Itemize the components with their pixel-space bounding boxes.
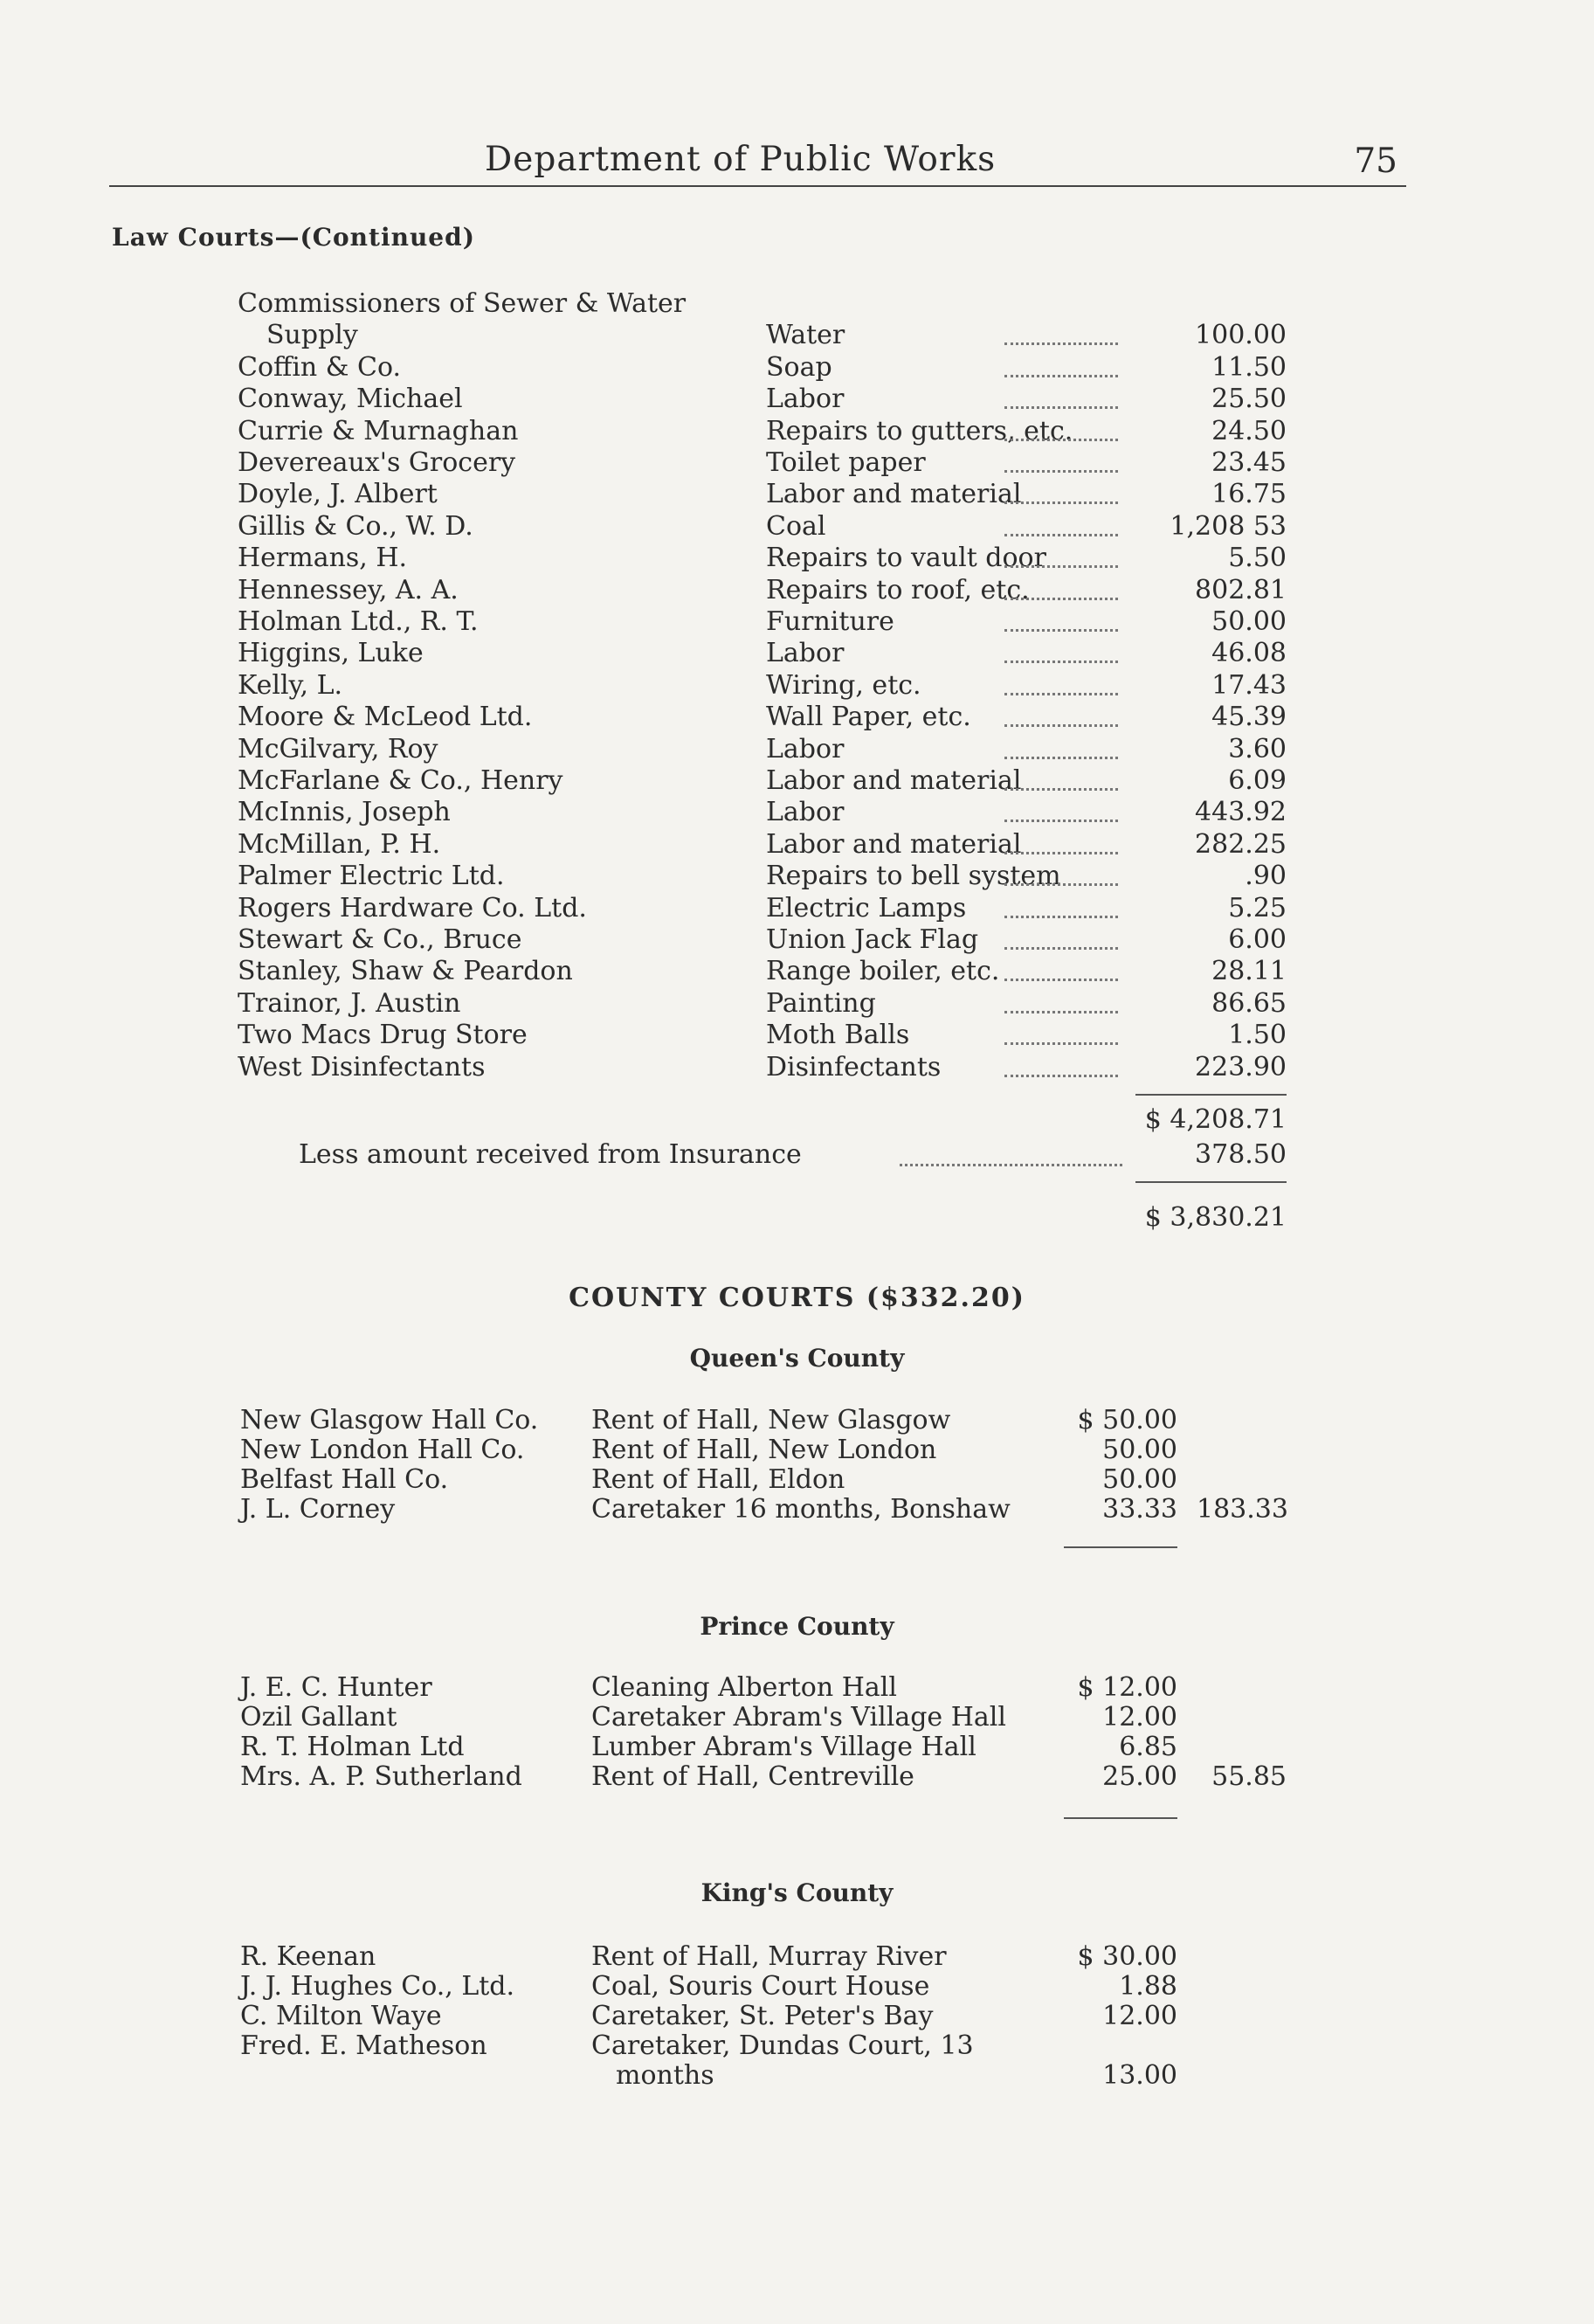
dot-leader <box>1004 852 1118 854</box>
payee-name: McInnis, Joseph <box>238 797 451 828</box>
ledger-row <box>0 1672 1594 1704</box>
ledger-row <box>0 384 1594 415</box>
net-total: $ 3,830.21 <box>1144 1202 1287 1233</box>
item-description: Repairs to roof, etc. <box>766 574 1030 605</box>
dot-leader <box>1004 439 1118 441</box>
item-description: Disinfectants <box>766 1051 942 1082</box>
payee-name: Kelly, L. <box>238 669 343 701</box>
item-description: Furniture <box>766 606 894 637</box>
ledger-row <box>0 352 1594 384</box>
item-amount: 50.00 <box>1211 606 1287 637</box>
ledger-row <box>0 861 1594 892</box>
item-amount: $ 12.00 <box>1077 1672 1177 1703</box>
dot-leader <box>1004 757 1118 759</box>
ledger-row <box>0 1464 1594 1496</box>
ledger-row <box>0 1941 1594 1973</box>
payee-name: C. Milton Waye <box>240 2001 442 2031</box>
payee-name: Moore & McLeod Ltd. <box>238 702 533 733</box>
ledger-row <box>0 956 1594 987</box>
item-amount: 223.90 <box>1195 1051 1287 1082</box>
section-label: Law Courts—(Continued) <box>112 223 475 252</box>
payee-name: West Disinfectants <box>238 1051 486 1082</box>
item-amount: 12.00 <box>1102 1702 1177 1733</box>
ledger-row <box>0 893 1594 924</box>
dot-leader <box>1004 406 1118 409</box>
ledger-row <box>0 1732 1594 1763</box>
ledger-row <box>0 797 1594 828</box>
dot-leader <box>1004 1075 1118 1077</box>
net-total-rule <box>1135 1181 1287 1183</box>
item-amount: 12.00 <box>1102 2001 1177 2031</box>
ledger-row <box>0 1052 1594 1083</box>
item-description: Union Jack Flag <box>766 924 979 955</box>
item-amount: 11.50 <box>1211 351 1287 383</box>
item-description: Caretaker, Dundas Court, 13 <box>591 2030 974 2061</box>
item-description: Painting <box>766 987 876 1019</box>
payee-name: Stanley, Shaw & Peardon <box>238 956 573 987</box>
prince-total-rule <box>1064 1817 1177 1819</box>
ledger-row <box>0 511 1594 543</box>
ledger-row <box>0 479 1594 510</box>
queens-total-rule <box>1064 1546 1177 1548</box>
item-amount: 6.00 <box>1228 924 1287 955</box>
item-description: Range boiler, etc. <box>766 956 1000 987</box>
county-courts-heading: COUNTY COURTS ($332.20) <box>569 1283 1025 1313</box>
item-amount: 13.00 <box>1102 2060 1177 2091</box>
ledger-row <box>0 2030 1594 2062</box>
payee-name: Commissioners of Sewer & Water <box>238 288 687 319</box>
item-description: Coal <box>766 510 826 542</box>
ledger-row <box>0 2001 1594 2032</box>
item-amount: 100.00 <box>1195 320 1287 351</box>
item-description: Rent of Hall, New London <box>591 1435 937 1465</box>
payee-name: Fred. E. Matheson <box>240 2030 487 2061</box>
county-total: 55.85 <box>1211 1761 1287 1792</box>
ledger-row <box>0 447 1594 479</box>
item-amount: .90 <box>1245 861 1287 892</box>
item-description: Coal, Souris Court House <box>591 1971 930 2002</box>
prince-county-heading: Prince County <box>700 1612 894 1641</box>
item-amount: 45.39 <box>1211 702 1287 733</box>
item-amount: 1,208 53 <box>1170 510 1287 542</box>
payee-name: McGilvary, Roy <box>238 733 438 764</box>
item-amount: 6.09 <box>1228 765 1287 796</box>
item-description: Rent of Hall, Murray River <box>591 1941 947 1972</box>
payee-name: Rogers Hardware Co. Ltd. <box>238 892 587 923</box>
item-description: Water <box>766 320 845 351</box>
ledger-row <box>0 416 1594 447</box>
subtotal: $ 4,208.71 <box>1144 1104 1287 1135</box>
dot-leader <box>1004 661 1118 663</box>
item-description: Labor <box>766 733 845 764</box>
payee-name: Devereaux's Grocery <box>238 447 516 478</box>
payee-name: Holman Ltd., R. T. <box>238 606 479 637</box>
item-description: Cleaning Alberton Hall <box>591 1672 897 1703</box>
payee-name: Doyle, J. Albert <box>238 479 438 510</box>
page-title: Department of Public Works <box>485 140 997 179</box>
payee-name: Gillis & Co., W. D. <box>238 510 473 542</box>
dot-leader <box>1004 724 1118 727</box>
ledger-row <box>0 638 1594 669</box>
insurance-label: Less amount received from Insurance <box>299 1139 802 1170</box>
item-amount: 23.45 <box>1211 447 1287 478</box>
item-amount: 25.50 <box>1211 384 1287 415</box>
item-amount: 17.43 <box>1211 669 1287 701</box>
ledger-row <box>0 734 1594 765</box>
queens-county-heading: Queen's County <box>689 1344 905 1373</box>
header-rule <box>109 185 1406 187</box>
ledger-row <box>0 702 1594 733</box>
ledger-row <box>0 1971 1594 2002</box>
item-description: Labor and material <box>766 828 1022 860</box>
item-amount: 5.25 <box>1228 892 1287 923</box>
item-description: Lumber Abram's Village Hall <box>591 1732 976 1762</box>
item-description: Labor <box>766 384 845 415</box>
item-description: Repairs to bell system <box>766 861 1061 892</box>
payee-name: Supply <box>266 320 358 351</box>
insurance-leader <box>900 1164 1122 1166</box>
payee-name: Coffin & Co. <box>238 351 402 383</box>
item-description: Caretaker Abram's Village Hall <box>591 1702 1006 1733</box>
item-description: Soap <box>766 351 832 383</box>
dot-leader <box>1004 1011 1118 1013</box>
dot-leader <box>1004 534 1118 536</box>
payee-name: J. E. C. Hunter <box>240 1672 432 1703</box>
ledger-row <box>0 1702 1594 1733</box>
payee-name: J. L. Corney <box>240 1494 396 1525</box>
item-description: Toilet paper <box>766 447 926 478</box>
ledger-row <box>0 988 1594 1020</box>
ledger-row <box>0 320 1594 351</box>
payee-name: Belfast Hall Co. <box>240 1464 449 1495</box>
item-description: Rent of Hall, New Glasgow <box>591 1405 951 1435</box>
payee-name: Palmer Electric Ltd. <box>238 861 505 892</box>
dot-leader <box>1004 375 1118 377</box>
item-description: Labor <box>766 638 845 669</box>
payee-name: J. J. Hughes Co., Ltd. <box>240 1971 515 2002</box>
item-description: Rent of Hall, Eldon <box>591 1464 845 1495</box>
item-amount: 16.75 <box>1211 479 1287 510</box>
subtotal-rule <box>1135 1094 1287 1096</box>
item-amount: 28.11 <box>1211 956 1287 987</box>
ledger-row <box>0 765 1594 797</box>
item-amount: $ 50.00 <box>1077 1405 1177 1435</box>
dot-leader <box>1004 1042 1118 1045</box>
dot-leader <box>1004 947 1118 950</box>
kings-county-heading: King's County <box>700 1878 894 1907</box>
payee-name: McMillan, P. H. <box>238 828 441 860</box>
payee-name: Hermans, H. <box>238 543 408 574</box>
item-amount: $ 30.00 <box>1077 1941 1177 1972</box>
ledger-row <box>0 924 1594 956</box>
payee-name: Mrs. A. P. Sutherland <box>240 1761 522 1792</box>
item-description: Repairs to vault door <box>766 543 1046 574</box>
ledger-row <box>0 543 1594 574</box>
insurance-amount: 378.50 <box>1195 1139 1287 1170</box>
payee-name: Higgins, Luke <box>238 638 424 669</box>
dot-leader <box>1004 598 1118 600</box>
dot-leader <box>1004 820 1118 822</box>
item-description: Electric Lamps <box>766 892 967 923</box>
item-amount: 443.92 <box>1195 797 1287 828</box>
county-total: 183.33 <box>1197 1494 1288 1525</box>
item-amount: 1.50 <box>1228 1020 1287 1051</box>
item-description: Repairs to gutters, etc. <box>766 415 1073 446</box>
item-description: Labor and material <box>766 765 1022 796</box>
item-amount: 33.33 <box>1102 1494 1177 1525</box>
ledger-row <box>0 575 1594 606</box>
item-description: Labor <box>766 797 845 828</box>
item-description: Caretaker 16 months, Bonshaw <box>591 1494 1011 1525</box>
ledger-row <box>0 1405 1594 1436</box>
payee-name: Currie & Murnaghan <box>238 415 519 446</box>
payee-name: Conway, Michael <box>238 384 463 415</box>
dot-leader <box>1004 342 1118 345</box>
ledger-row <box>0 1494 1594 1525</box>
ledger-row <box>0 2060 1594 2092</box>
payee-name: McFarlane & Co., Henry <box>238 765 563 796</box>
item-description: Wiring, etc. <box>766 669 921 701</box>
item-description: months <box>616 2060 714 2091</box>
ledger-row <box>0 829 1594 861</box>
payee-name: R. T. Holman Ltd <box>240 1732 465 1762</box>
item-description: Moth Balls <box>766 1020 910 1051</box>
payee-name: Ozil Gallant <box>240 1702 397 1733</box>
payee-name: Trainor, J. Austin <box>238 987 461 1019</box>
item-amount: 282.25 <box>1195 828 1287 860</box>
item-amount: 1.88 <box>1119 1971 1177 2002</box>
dot-leader <box>1004 788 1118 791</box>
dot-leader <box>1004 470 1118 473</box>
dot-leader <box>1004 916 1118 918</box>
ledger-row <box>0 1761 1594 1793</box>
dot-leader <box>1004 565 1118 568</box>
dot-leader <box>1004 693 1118 695</box>
payee-name: Stewart & Co., Bruce <box>238 924 522 955</box>
item-amount: 50.00 <box>1102 1435 1177 1465</box>
item-description: Labor and material <box>766 479 1022 510</box>
item-amount: 5.50 <box>1228 543 1287 574</box>
ledger-row <box>0 1020 1594 1051</box>
page-number: 75 <box>1354 142 1397 181</box>
ledger-row <box>0 288 1594 320</box>
payee-name: New Glasgow Hall Co. <box>240 1405 539 1435</box>
item-amount: 24.50 <box>1211 415 1287 446</box>
item-amount: 86.65 <box>1211 987 1287 1019</box>
payee-name: Hennessey, A. A. <box>238 574 459 605</box>
item-description: Wall Paper, etc. <box>766 702 971 733</box>
payee-name: New London Hall Co. <box>240 1435 525 1465</box>
item-amount: 46.08 <box>1211 638 1287 669</box>
item-amount: 3.60 <box>1228 733 1287 764</box>
dot-leader <box>1004 629 1118 632</box>
item-amount: 6.85 <box>1119 1732 1177 1762</box>
item-amount: 50.00 <box>1102 1464 1177 1495</box>
ledger-row <box>0 606 1594 638</box>
item-description: Rent of Hall, Centreville <box>591 1761 914 1792</box>
ledger-row <box>0 670 1594 702</box>
dot-leader <box>1004 883 1118 886</box>
item-amount: 802.81 <box>1195 574 1287 605</box>
page-header <box>109 131 1406 183</box>
dot-leader <box>1004 979 1118 981</box>
payee-name: R. Keenan <box>240 1941 376 1972</box>
payee-name: Two Macs Drug Store <box>238 1020 528 1051</box>
ledger-row <box>0 1435 1594 1466</box>
item-amount: 25.00 <box>1102 1761 1177 1792</box>
item-description: Caretaker, St. Peter's Bay <box>591 2001 934 2031</box>
dot-leader <box>1004 501 1118 504</box>
